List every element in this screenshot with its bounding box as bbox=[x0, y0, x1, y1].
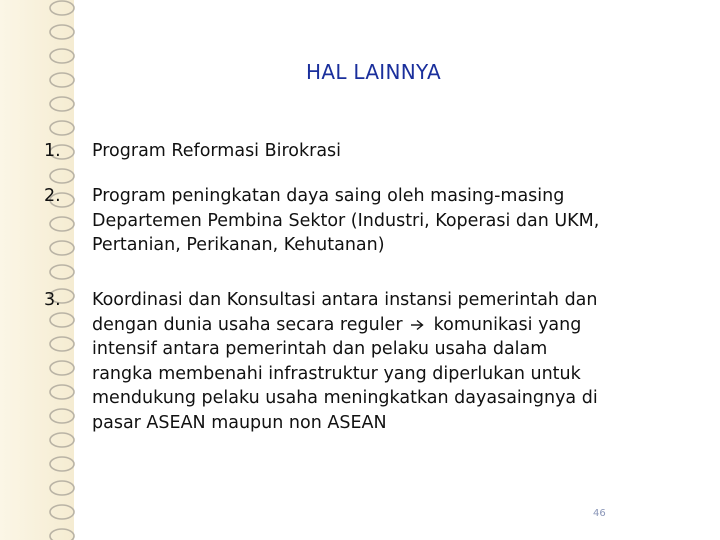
binder-ring bbox=[50, 169, 74, 183]
binder-ring bbox=[50, 361, 74, 375]
item-number: 1. bbox=[44, 141, 61, 161]
binder-ring bbox=[50, 457, 74, 471]
binder-ring bbox=[50, 529, 74, 540]
binder-ring bbox=[50, 217, 74, 231]
binder-ring bbox=[50, 385, 74, 399]
item-line: Koordinasi dan Konsultasi antara instansi pemerintah dan bbox=[92, 290, 598, 310]
binder-ring bbox=[50, 433, 74, 447]
item-line: intensif antara pemerintah dan pelaku usaha dalam bbox=[92, 339, 548, 359]
item-text bbox=[92, 184, 690, 258]
item-line: Program Reformasi Birokrasi bbox=[92, 141, 342, 161]
arrow-right-icon bbox=[410, 313, 424, 338]
item-line-part: dengan dunia usaha secara reguler bbox=[92, 314, 403, 335]
item-text bbox=[92, 139, 690, 164]
item-line: Program peningkatan daya saing oleh masing-masing bbox=[92, 186, 565, 206]
binder-ring bbox=[50, 241, 74, 255]
item-number: 2. bbox=[44, 186, 61, 206]
item-text bbox=[92, 288, 690, 435]
binder-ring bbox=[50, 481, 74, 495]
binder-ring bbox=[50, 73, 74, 87]
binder-ring bbox=[50, 49, 74, 63]
item-number: 3. bbox=[44, 290, 61, 310]
item-line: Pertanian, Perikanan, Kehutanan) bbox=[92, 235, 385, 255]
binder-ring bbox=[50, 337, 74, 351]
item-line: rangka membenahi infrastruktur yang diperlukan untuk bbox=[92, 363, 581, 384]
binder-rings bbox=[44, 0, 80, 540]
binder-ring bbox=[50, 121, 74, 135]
item-line: mendukung pelaku usaha meningkatkan dayasaingnya di bbox=[92, 388, 598, 408]
binder-ring bbox=[50, 409, 74, 423]
item-line: pasar ASEAN maupun non ASEAN bbox=[92, 412, 387, 433]
item-line-part: komunikasi yang bbox=[433, 314, 582, 335]
binder-ring bbox=[50, 313, 74, 327]
binder-ring bbox=[50, 97, 74, 111]
binder-ring bbox=[50, 25, 74, 39]
item-line: Departemen Pembina Sektor (Industri, Koperasi dan UKM, bbox=[92, 210, 600, 231]
binder-ring bbox=[50, 265, 74, 279]
slide-title: HAL LAINNYA bbox=[306, 60, 441, 84]
binder-ring bbox=[50, 1, 74, 15]
page-number: 46 bbox=[593, 508, 606, 519]
ring-group bbox=[50, 1, 74, 540]
binder-ring bbox=[50, 505, 74, 519]
item-line-with-arrow bbox=[92, 313, 690, 338]
